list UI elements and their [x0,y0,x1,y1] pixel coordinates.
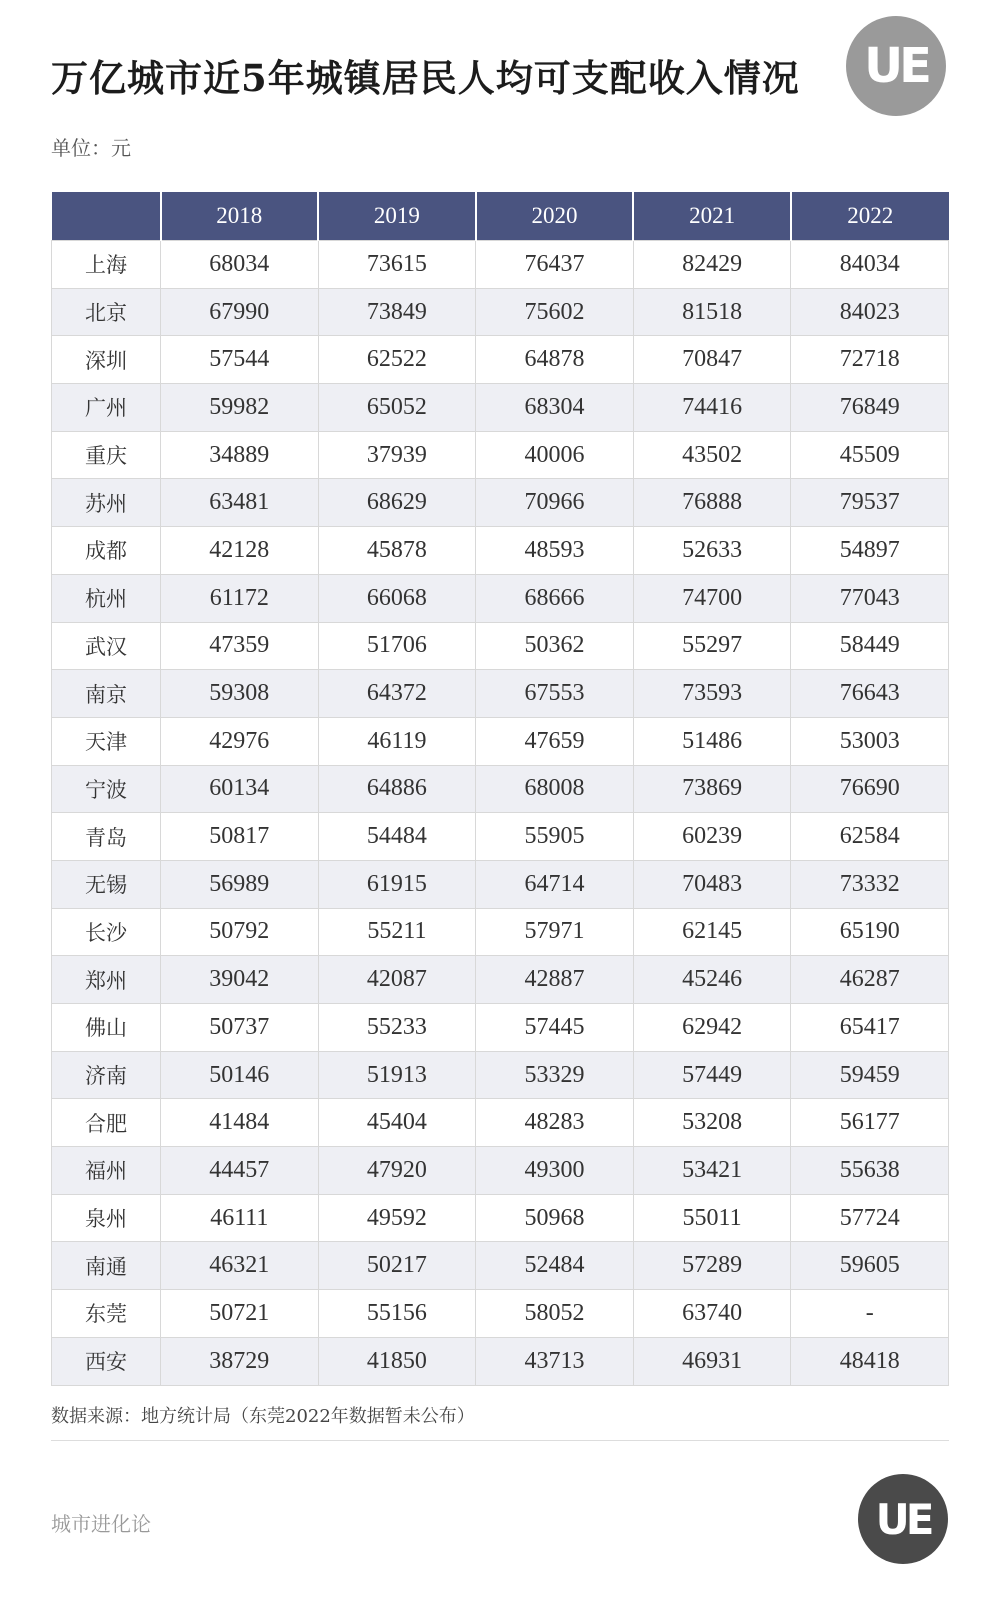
value-cell: 47920 [318,1147,476,1195]
table-row [52,1242,949,1290]
city-cell: 苏州 [52,479,161,527]
value-cell: 64886 [318,765,476,813]
table-row [52,1051,949,1099]
value-cell: 68629 [318,479,476,527]
table-row [52,1147,949,1195]
value-cell: 75602 [476,288,634,336]
table-row [52,1337,949,1385]
value-cell: 74700 [633,574,791,622]
value-cell: 59308 [161,670,319,718]
value-cell: 53421 [633,1147,791,1195]
city-cell: 青岛 [52,813,161,861]
value-cell: 64878 [476,336,634,384]
value-cell: 46931 [633,1337,791,1385]
header-year: 2022 [791,192,949,241]
city-cell: 广州 [52,384,161,432]
table-body [52,241,949,1386]
ue-logo-bottom-icon: UE [858,1474,948,1564]
value-cell: 58052 [476,1290,634,1338]
value-cell: 50817 [161,813,319,861]
value-cell: 53003 [791,717,949,765]
value-cell: 38729 [161,1337,319,1385]
value-cell: 46287 [791,956,949,1004]
value-cell: 51486 [633,717,791,765]
value-cell: 60239 [633,813,791,861]
value-cell: 45509 [791,431,949,479]
value-cell: 40006 [476,431,634,479]
value-cell: 73869 [633,765,791,813]
value-cell: 65417 [791,1004,949,1052]
value-cell: 77043 [791,574,949,622]
value-cell: 68008 [476,765,634,813]
value-cell: 76888 [633,479,791,527]
value-cell: 50792 [161,908,319,956]
value-cell: 58449 [791,622,949,670]
city-cell: 合肥 [52,1099,161,1147]
value-cell: 70847 [633,336,791,384]
city-cell: 佛山 [52,1004,161,1052]
value-cell: 67990 [161,288,319,336]
table-row [52,670,949,718]
table-row [52,384,949,432]
value-cell: 55638 [791,1147,949,1195]
value-cell: 57971 [476,908,634,956]
value-cell: 62145 [633,908,791,956]
value-cell: 48283 [476,1099,634,1147]
table-row [52,765,949,813]
value-cell: 57724 [791,1194,949,1242]
value-cell: 76690 [791,765,949,813]
table-row [52,1004,949,1052]
value-cell: 52633 [633,527,791,575]
city-cell: 福州 [52,1147,161,1195]
income-table [51,192,949,1386]
value-cell: 62522 [318,336,476,384]
value-cell: 54484 [318,813,476,861]
value-cell: 73615 [318,241,476,289]
value-cell: 51706 [318,622,476,670]
value-cell: 50362 [476,622,634,670]
table-row [52,622,949,670]
value-cell: 47359 [161,622,319,670]
value-cell: 53208 [633,1099,791,1147]
page-title: 万亿城市近5年城镇居民人均可支配收入情况 [51,56,800,100]
header-city [52,192,161,241]
table-row [52,860,949,908]
value-cell: 53329 [476,1051,634,1099]
value-cell: 73332 [791,860,949,908]
value-cell: 50737 [161,1004,319,1052]
value-cell: 68666 [476,574,634,622]
city-cell: 无锡 [52,860,161,908]
value-cell: 81518 [633,288,791,336]
value-cell: - [791,1290,949,1338]
value-cell: 65190 [791,908,949,956]
city-cell: 上海 [52,241,161,289]
value-cell: 48593 [476,527,634,575]
table-row [52,574,949,622]
value-cell: 50146 [161,1051,319,1099]
value-cell: 57445 [476,1004,634,1052]
value-cell: 62942 [633,1004,791,1052]
value-cell: 76437 [476,241,634,289]
value-cell: 57289 [633,1242,791,1290]
value-cell: 64714 [476,860,634,908]
city-cell: 南京 [52,670,161,718]
value-cell: 41484 [161,1099,319,1147]
value-cell: 42087 [318,956,476,1004]
city-cell: 深圳 [52,336,161,384]
value-cell: 50968 [476,1194,634,1242]
city-cell: 东莞 [52,1290,161,1338]
city-cell: 济南 [52,1051,161,1099]
value-cell: 68304 [476,384,634,432]
value-cell: 72718 [791,336,949,384]
value-cell: 48418 [791,1337,949,1385]
value-cell: 42887 [476,956,634,1004]
value-cell: 37939 [318,431,476,479]
value-cell: 56989 [161,860,319,908]
value-cell: 52484 [476,1242,634,1290]
value-cell: 68034 [161,241,319,289]
table-row [52,431,949,479]
value-cell: 59982 [161,384,319,432]
table-row [52,717,949,765]
value-cell: 70483 [633,860,791,908]
value-cell: 63740 [633,1290,791,1338]
value-cell: 74416 [633,384,791,432]
value-cell: 82429 [633,241,791,289]
value-cell: 45878 [318,527,476,575]
table-row [52,1099,949,1147]
header-year: 2021 [633,192,791,241]
value-cell: 76643 [791,670,949,718]
value-cell: 57449 [633,1051,791,1099]
value-cell: 46111 [161,1194,319,1242]
value-cell: 61915 [318,860,476,908]
value-cell: 76849 [791,384,949,432]
value-cell: 55233 [318,1004,476,1052]
table-row [52,336,949,384]
ue-logo-icon: UE [846,16,946,116]
data-source-note: 数据来源：地方统计局（东莞2022年数据暂未公布） [51,1406,475,1427]
value-cell: 39042 [161,956,319,1004]
table-header-row [52,192,949,241]
value-cell: 67553 [476,670,634,718]
city-cell: 北京 [52,288,161,336]
table-row [52,527,949,575]
value-cell: 54897 [791,527,949,575]
value-cell: 42976 [161,717,319,765]
value-cell: 73593 [633,670,791,718]
value-cell: 61172 [161,574,319,622]
value-cell: 49300 [476,1147,634,1195]
value-cell: 62584 [791,813,949,861]
value-cell: 60134 [161,765,319,813]
value-cell: 65052 [318,384,476,432]
table-row [52,479,949,527]
city-cell: 武汉 [52,622,161,670]
table-row [52,1290,949,1338]
value-cell: 51913 [318,1051,476,1099]
table-row [52,1194,949,1242]
value-cell: 46321 [161,1242,319,1290]
value-cell: 84023 [791,288,949,336]
table-row [52,288,949,336]
unit-label: 单位：元 [51,136,131,160]
value-cell: 45246 [633,956,791,1004]
value-cell: 43713 [476,1337,634,1385]
value-cell: 55011 [633,1194,791,1242]
value-cell: 44457 [161,1147,319,1195]
city-cell: 成都 [52,527,161,575]
value-cell: 47659 [476,717,634,765]
city-cell: 重庆 [52,431,161,479]
value-cell: 56177 [791,1099,949,1147]
city-cell: 郑州 [52,956,161,1004]
table-row [52,956,949,1004]
city-cell: 泉州 [52,1194,161,1242]
value-cell: 63481 [161,479,319,527]
value-cell: 55211 [318,908,476,956]
table-row [52,241,949,289]
city-cell: 宁波 [52,765,161,813]
value-cell: 41850 [318,1337,476,1385]
value-cell: 57544 [161,336,319,384]
table-row [52,813,949,861]
value-cell: 43502 [633,431,791,479]
value-cell: 55297 [633,622,791,670]
income-table-container [51,192,949,1386]
city-cell: 长沙 [52,908,161,956]
value-cell: 55905 [476,813,634,861]
city-cell: 天津 [52,717,161,765]
city-cell: 南通 [52,1242,161,1290]
value-cell: 55156 [318,1290,476,1338]
city-cell: 西安 [52,1337,161,1385]
value-cell: 70966 [476,479,634,527]
table-row [52,908,949,956]
header-year: 2020 [476,192,634,241]
value-cell: 34889 [161,431,319,479]
value-cell: 49592 [318,1194,476,1242]
city-cell: 杭州 [52,574,161,622]
value-cell: 46119 [318,717,476,765]
value-cell: 59459 [791,1051,949,1099]
value-cell: 64372 [318,670,476,718]
value-cell: 50217 [318,1242,476,1290]
value-cell: 79537 [791,479,949,527]
value-cell: 59605 [791,1242,949,1290]
value-cell: 50721 [161,1290,319,1338]
header-year: 2019 [318,192,476,241]
header-year: 2018 [161,192,319,241]
value-cell: 73849 [318,288,476,336]
value-cell: 45404 [318,1099,476,1147]
value-cell: 42128 [161,527,319,575]
brand-name: 城市进化论 [51,1512,151,1536]
divider [51,1440,949,1441]
value-cell: 84034 [791,241,949,289]
value-cell: 66068 [318,574,476,622]
